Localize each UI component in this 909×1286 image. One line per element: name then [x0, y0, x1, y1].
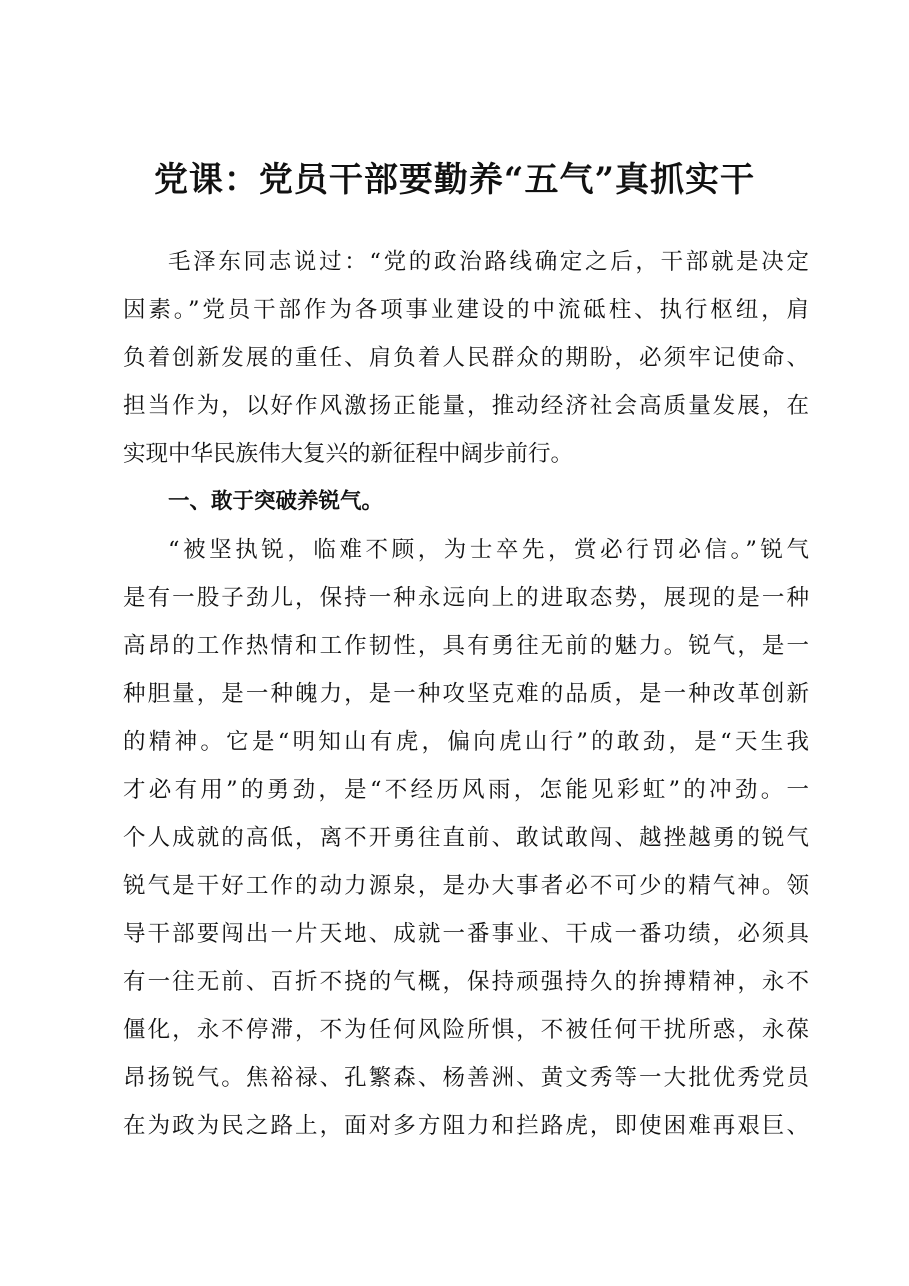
paragraph-line: 种胆量，是一种魄力，是一种攻坚克难的品质，是一种改革创新 — [123, 681, 809, 707]
paragraph-line: 的精神。它是“明知山有虎，偏向虎山行”的敢劲，是“天生我 — [123, 729, 809, 755]
paragraph-line: 在为政为民之路上，面对多方阻力和拦路虎，即使困难再艰巨、 — [123, 1113, 809, 1139]
paragraph-line: 导干部要闯出一片天地、成就一番事业、干成一番功绩，必须具 — [123, 921, 809, 947]
paragraph-line: 僵化，永不停滞，不为任何风险所惧，不被任何干扰所惑，永葆 — [123, 1017, 809, 1043]
paragraph-line: 实现中华民族伟大复兴的新征程中阔步前行。 — [123, 441, 574, 467]
paragraph-line: 昂扬锐气。焦裕禄、孔繁森、杨善洲、黄文秀等一大批优秀党员 — [123, 1065, 809, 1091]
paragraph-line: 是有一股子劲儿，保持一种永远向上的进取态势，展现的是一种 — [123, 585, 809, 611]
document-body — [123, 238, 809, 1150]
paragraph-line: 高昂的工作热情和工作韧性，具有勇往无前的魅力。锐气，是一 — [123, 633, 809, 659]
paragraph-line: 毛泽东同志说过：“党的政治路线确定之后，干部就是决定 — [168, 249, 809, 275]
paragraph-line: 个人成就的高低，离不开勇往直前、敢试敢闯、越挫越勇的锐气 — [123, 825, 809, 851]
paragraph-line: 因素。”党员干部作为各项事业建设的中流砥柱、执行枢纽，肩 — [123, 297, 809, 323]
section-heading: 一、敢于突破养锐气。 — [168, 489, 384, 514]
paragraph-line: 担当作为，以好作风激扬正能量，推动经济社会高质量发展，在 — [123, 393, 809, 419]
paragraph-line: 才必有用”的勇劲，是“不经历风雨，怎能见彩虹”的冲劲。一 — [123, 777, 809, 803]
paragraph-line: “被坚执锐，临难不顾，为士卒先，赏必行罚必信。”锐气 — [168, 537, 809, 563]
paragraph-line: 负着创新发展的重任、肩负着人民群众的期盼，必须牢记使命、 — [123, 345, 809, 371]
document-title: 党课：党员干部要勤养“五气”真抓实干 — [153, 160, 756, 200]
paragraph-line: 锐气是干好工作的动力源泉，是办大事者必不可少的精气神。领 — [123, 873, 809, 899]
paragraph-line: 有一往无前、百折不挠的气概，保持顽强持久的拚搏精神，永不 — [123, 969, 809, 995]
